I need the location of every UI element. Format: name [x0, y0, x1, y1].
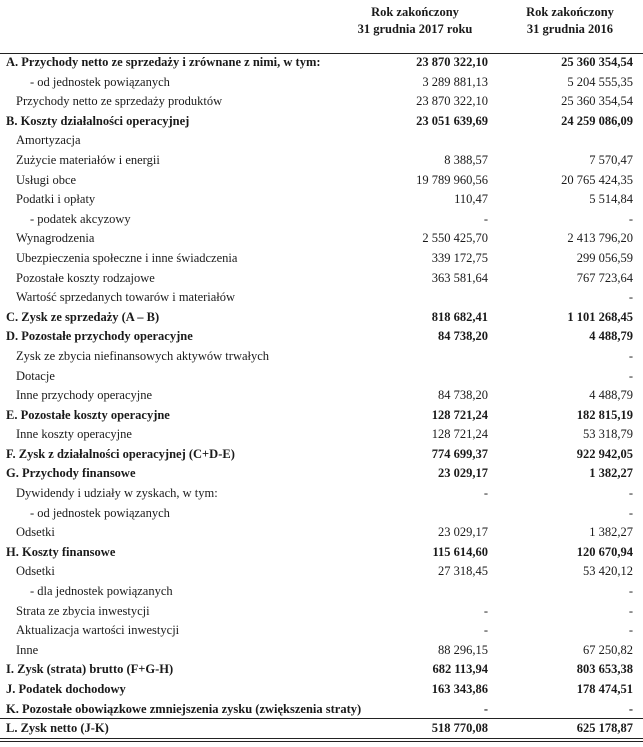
value-2017: 23 870 322,10 — [416, 55, 488, 69]
value-2016: 67 250,82 — [583, 642, 633, 657]
value-2017: 518 770,08 — [431, 721, 488, 736]
column-header-2017-line1: Rok zakończony — [371, 5, 459, 19]
value-2016: 25 360 354,54 — [561, 94, 633, 109]
row-label: Podatki i opłaty — [16, 192, 96, 207]
value-2016: - — [628, 603, 633, 618]
table-row — [0, 288, 643, 308]
table-row — [0, 53, 643, 73]
table-row — [0, 171, 643, 191]
row-label: J. Podatek dochodowy — [6, 682, 126, 696]
table-row — [0, 92, 643, 112]
table-row — [0, 602, 643, 622]
table-row — [0, 269, 643, 289]
row-label: K. Pozostałe obowiązkowe zmniejszenia zysku (zwiększenia straty) — [6, 701, 362, 716]
value-2017: 363 581,64 — [431, 270, 488, 285]
value-2016: 625 178,87 — [576, 721, 633, 736]
value-2017: - — [483, 486, 488, 501]
table-row — [0, 700, 643, 720]
value-2016: 5 514,84 — [589, 192, 633, 207]
table-row — [0, 425, 643, 445]
value-2016: 178 474,51 — [576, 682, 633, 696]
value-2017: 8 388,57 — [444, 152, 488, 167]
table-row — [0, 543, 643, 563]
table-row — [0, 327, 643, 347]
value-2016: 120 670,94 — [576, 544, 633, 559]
value-2016: - — [628, 505, 633, 520]
row-label: Zużycie materiałów i energii — [16, 152, 160, 167]
table-row — [0, 131, 643, 151]
value-2016: 922 942,05 — [576, 446, 633, 461]
value-2016: 5 204 555,35 — [567, 74, 633, 89]
table-row — [0, 523, 643, 543]
value-2017: 774 699,37 — [431, 446, 488, 461]
value-2016: 1 382,27 — [589, 525, 633, 540]
column-header-2016-line1: Rok zakończony — [526, 5, 614, 19]
row-label: A. Przychody netto ze sprzedaży i zrównane z nimi, w tym: — [6, 55, 321, 69]
value-2016: - — [628, 486, 633, 501]
value-2016: 25 360 354,54 — [561, 55, 633, 69]
column-header-2017-line2: 31 grudnia 2017 roku — [357, 22, 473, 36]
table-row — [0, 210, 643, 230]
column-header-2016-line2: 31 grudnia 2016 — [526, 22, 614, 36]
value-2016: 20 765 424,35 — [561, 172, 633, 187]
row-label: D. Pozostałe przychody operacyjne — [6, 329, 193, 344]
value-2017: - — [483, 603, 488, 618]
value-2016: 53 420,12 — [583, 564, 633, 579]
row-label: - od jednostek powiązanych — [30, 74, 170, 89]
statement-table — [0, 53, 643, 739]
value-2017: 23 870 322,10 — [416, 94, 488, 109]
table-row — [0, 308, 643, 328]
table-row — [0, 229, 643, 249]
column-header-2017 — [350, 4, 480, 38]
value-2017: 84 738,20 — [438, 388, 488, 403]
value-2016: 299 056,59 — [576, 250, 633, 265]
row-label: Usługi obce — [16, 172, 77, 187]
value-2016: - — [628, 348, 633, 363]
row-label: Przychody netto ze sprzedaży produktów — [16, 94, 223, 109]
row-label: B. Koszty działalności operacyjnej — [6, 113, 190, 128]
value-2016: 4 488,79 — [589, 329, 633, 344]
table-row — [0, 73, 643, 93]
table-row — [0, 386, 643, 406]
row-label: Dotacje — [16, 368, 55, 383]
value-2017: 23 029,17 — [438, 466, 488, 481]
value-2017: 163 343,86 — [431, 682, 488, 696]
value-2017: 339 172,75 — [431, 250, 488, 265]
value-2017: 19 789 960,56 — [416, 172, 488, 187]
value-2016: 182 815,19 — [576, 407, 633, 422]
value-2017: 88 296,15 — [438, 642, 488, 657]
value-2016: 1 101 268,45 — [567, 309, 633, 324]
row-label: Ubezpieczenia społeczne i inne świadczenia — [16, 250, 238, 265]
value-2016: - — [628, 623, 633, 638]
value-2017: 128 721,24 — [431, 407, 488, 422]
value-2017: - — [483, 211, 488, 226]
row-label: E. Pozostałe koszty operacyjne — [6, 407, 170, 422]
row-label: Pozostałe koszty rodzajowe — [16, 270, 155, 285]
table-row — [0, 641, 643, 661]
table-row — [0, 719, 643, 739]
value-2017: 682 113,94 — [432, 662, 488, 677]
value-2016: - — [628, 211, 633, 226]
table-row — [0, 562, 643, 582]
table-row — [0, 660, 643, 680]
row-label: Wynagrodzenia — [16, 231, 95, 246]
table-row — [0, 582, 643, 602]
value-2016: 24 259 086,09 — [561, 113, 633, 128]
value-2017: 818 682,41 — [431, 309, 488, 324]
table-row — [0, 190, 643, 210]
row-label: - podatek akcyzowy — [30, 211, 131, 226]
value-2016: 7 570,47 — [589, 152, 633, 167]
row-label: Inne przychody operacyjne — [16, 388, 153, 403]
table-row — [0, 484, 643, 504]
value-2017: 128 721,24 — [431, 427, 488, 442]
table-row — [0, 445, 643, 465]
table-row — [0, 347, 643, 367]
row-label: Aktualizacja wartości inwestycji — [16, 623, 180, 638]
table-row — [0, 367, 643, 387]
row-label: Strata ze zbycia inwestycji — [16, 603, 150, 618]
row-label: F. Zysk z działalności operacyjnej (C+D-E) — [6, 446, 235, 461]
row-label: Zysk ze zbycia niefinansowych aktywów trwałych — [16, 348, 270, 363]
row-label: Odsetki — [16, 525, 55, 540]
value-2017: 27 318,45 — [438, 564, 488, 579]
table-row — [0, 621, 643, 641]
row-label: I. Zysk (strata) brutto (F+G-H) — [6, 662, 174, 677]
table-row — [0, 249, 643, 269]
row-label: Dywidendy i udziały w zyskach, w tym: — [16, 486, 218, 501]
value-2016: - — [628, 584, 633, 599]
row-label: G. Przychody finansowe — [6, 466, 136, 481]
column-header-2016 — [500, 4, 640, 38]
value-2016: 53 318,79 — [583, 427, 633, 442]
row-label: - od jednostek powiązanych — [30, 505, 170, 520]
row-label: Inne — [16, 642, 39, 657]
table-row — [0, 680, 643, 700]
value-2016: - — [628, 290, 633, 305]
table-row — [0, 464, 643, 484]
value-2017: 115 614,60 — [432, 544, 488, 559]
value-2016: 1 382,27 — [589, 466, 633, 481]
value-2016: - — [628, 368, 633, 383]
table-row — [0, 504, 643, 524]
row-label: - dla jednostek powiązanych — [30, 584, 173, 599]
value-2016: 2 413 796,20 — [567, 231, 633, 246]
value-2017: - — [483, 623, 488, 638]
row-label: Amortyzacja — [16, 133, 81, 148]
row-label: Odsetki — [16, 564, 55, 579]
row-label: H. Koszty finansowe — [6, 544, 116, 559]
value-2016: 4 488,79 — [589, 388, 633, 403]
table-row — [0, 112, 643, 132]
value-2017: 110,47 — [454, 192, 488, 207]
value-2017: 3 289 881,13 — [422, 74, 488, 89]
value-2017: - — [483, 701, 488, 716]
value-2017: 23 051 639,69 — [416, 113, 488, 128]
value-2017: 2 550 425,70 — [422, 231, 488, 246]
value-2016: - — [628, 701, 633, 716]
value-2016: 803 653,38 — [576, 662, 633, 677]
row-label: C. Zysk ze sprzedaży (A – B) — [6, 309, 160, 324]
table-row — [0, 406, 643, 426]
value-2017: 84 738,20 — [438, 329, 488, 344]
row-label: Wartość sprzedanych towarów i materiałów — [16, 290, 236, 305]
row-label: L. Zysk netto (J-K) — [6, 721, 109, 736]
row-label: Inne koszty operacyjne — [16, 427, 132, 442]
value-2017: 23 029,17 — [438, 525, 488, 540]
value-2016: 767 723,64 — [576, 270, 633, 285]
table-row — [0, 151, 643, 171]
